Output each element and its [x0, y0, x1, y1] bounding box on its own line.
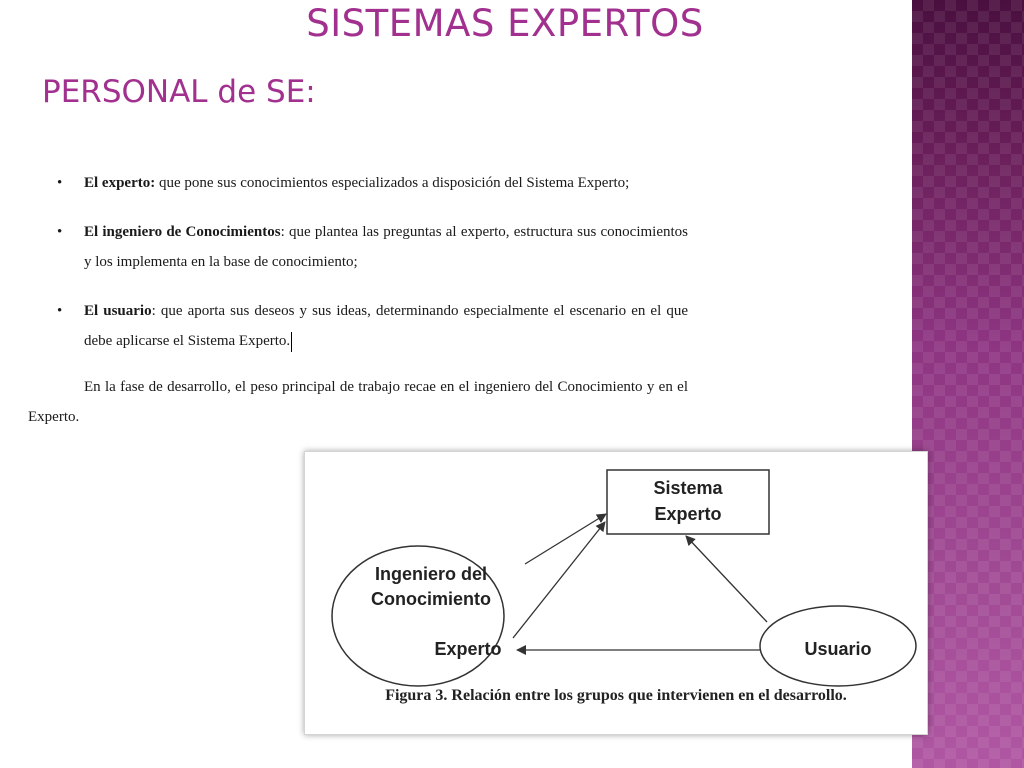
- arrow-usuario-to-sistema: [686, 536, 767, 622]
- bullet-item-ingeniero: [28, 217, 688, 277]
- usuario-label: Usuario: [804, 639, 872, 659]
- diamond-pattern: [912, 0, 1024, 768]
- conocimiento-label: Conocimiento: [371, 589, 491, 609]
- slide-subtitle: PERSONAL de SE:: [42, 74, 316, 110]
- bullet-term: El usuario: [84, 303, 152, 319]
- arrow-ingeniero-to-sistema: [525, 514, 606, 564]
- bullet-icon: •: [57, 175, 63, 191]
- experto-box-label: Experto: [654, 504, 722, 524]
- bullet-item-experto: [28, 168, 688, 198]
- arrow-experto-to-sistema: [513, 522, 605, 638]
- text-cursor: [291, 332, 292, 352]
- bullet-text: : que aporta sus deseos y sus ideas, determinando especialmente el escenario en el que debe aplicarse el Sistema Experto.: [84, 303, 688, 349]
- bullet-icon: •: [57, 303, 63, 319]
- bullet-text: : que plantea las preguntas al experto, estructura sus conocimientos y los implementa en la base de conocimiento;: [84, 224, 688, 270]
- document-excerpt: [28, 168, 688, 432]
- relationship-figure: [304, 451, 928, 735]
- development-paragraph: En la fase de desarrollo, el peso principal de trabajo recae en el ingeniero del Conocimiento y en el Experto.: [28, 379, 688, 425]
- bullet-item-usuario: [28, 296, 688, 356]
- decorative-side-band: [912, 0, 1024, 768]
- bullet-text: que pone sus conocimientos especializados a disposición del Sistema Experto;: [155, 175, 630, 191]
- figure-caption: Figura 3. Relación entre los grupos que intervienen en el desarrollo.: [385, 687, 847, 704]
- bullet-term: El experto:: [84, 175, 156, 191]
- experto-label: Experto: [434, 639, 502, 659]
- bullet-icon: •: [57, 224, 63, 240]
- bullet-list: [28, 168, 688, 356]
- sistema-label: Sistema: [653, 478, 723, 498]
- ingeniero-label: Ingeniero del: [374, 564, 488, 584]
- bullet-term: El ingeniero de Conocimientos: [84, 224, 281, 240]
- slide-title: SISTEMAS EXPERTOS: [306, 2, 704, 45]
